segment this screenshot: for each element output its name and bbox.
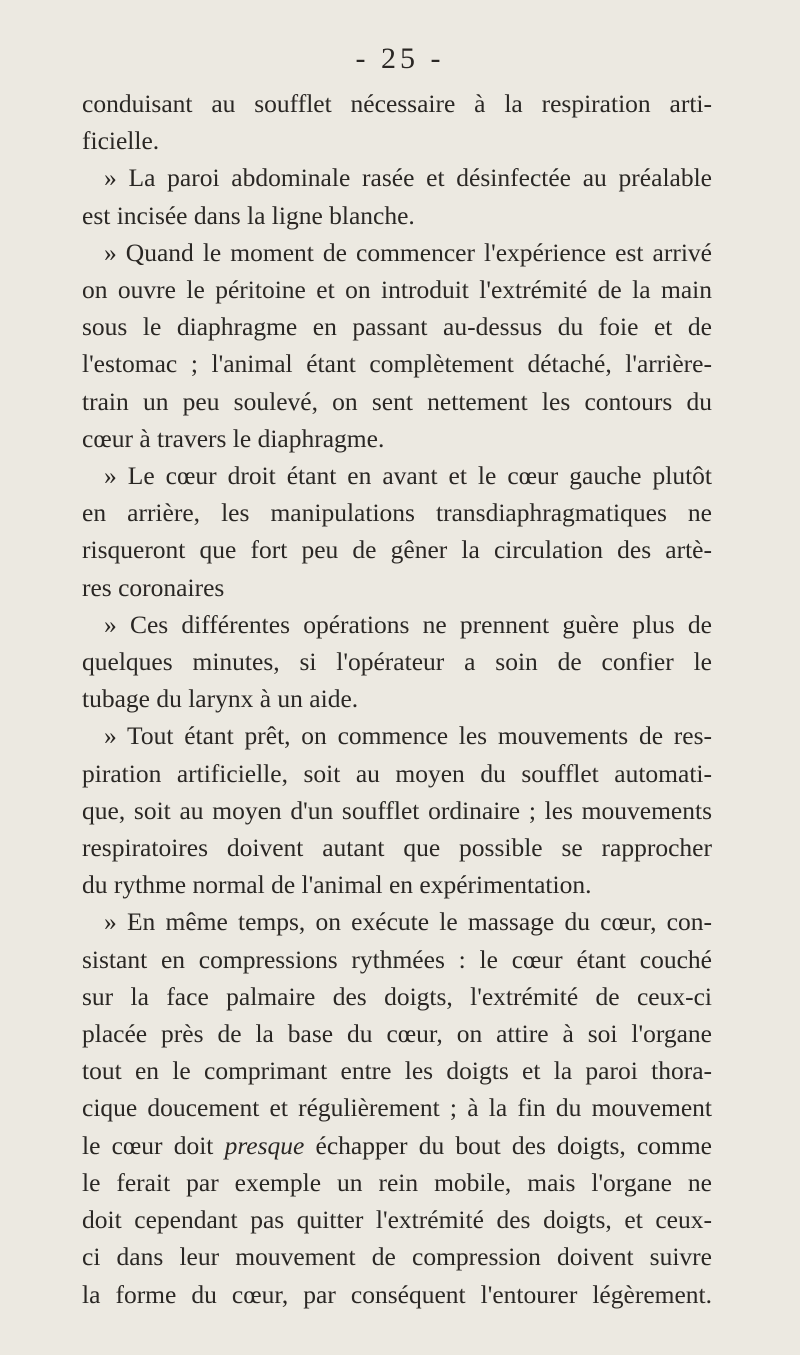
text-line: doit cependant pas quitter l'extrémité des doigts, et ceux- — [82, 1205, 712, 1235]
text-line: le ferait par exemple un rein mobile, mais l'organe ne — [82, 1167, 712, 1197]
text-line: sous le diaphragme en passant au-dessus du foie et de — [82, 312, 712, 342]
paragraph-5 — [82, 606, 712, 718]
text-segment: le cœur doit — [82, 1130, 225, 1160]
text-line: conduisant au soufflet nécessaire à la respiration arti- — [82, 89, 712, 118]
text-line: cique doucement et régulièrement ; à la fin du mouvement — [82, 1093, 712, 1123]
text-line: on ouvre le péritoine et on introduit l'extrémité de la main — [82, 275, 712, 305]
text-line: ci dans leur mouvement de compression doivent suivre — [82, 1242, 712, 1272]
paragraph-4 — [82, 457, 712, 606]
text-line: » Ces différentes opérations ne prennent guère plus de — [104, 609, 712, 639]
text-line: piration artificielle, soit au moyen du soufflet automati- — [82, 758, 712, 788]
italic-word: presque — [224, 1130, 305, 1160]
text-line: tubage du larynx à un aide. — [82, 684, 359, 714]
body-text — [82, 85, 712, 1313]
text-line: est incisée dans la ligne blanche. — [82, 200, 415, 230]
text-line: risqueront que fort peu de gêner la circulation des artè- — [82, 535, 712, 565]
paragraph-6 — [82, 717, 712, 903]
text-line-with-italic — [82, 1127, 712, 1164]
text-segment: échapper du bout des doigts, comme — [304, 1130, 712, 1160]
text-line: » Tout étant prêt, on commence les mouvements de res- — [104, 721, 712, 751]
text-line: train un peu soulevé, on sent nettement les contours du — [82, 386, 712, 416]
text-line: res coronaires — [82, 572, 225, 602]
text-line: en arrière, les manipulations transdiaphragmatiques ne — [82, 498, 712, 528]
text-line: placée près de la base du cœur, on attire à soi l'organe — [82, 1019, 712, 1049]
text-line: la forme du cœur, par conséquent l'entourer légèrement. — [82, 1279, 712, 1309]
text-line: que, soit au moyen d'un soufflet ordinaire ; les mouvements — [82, 795, 712, 825]
text-line: sistant en compressions rythmées : le cœur étant couché — [82, 944, 712, 974]
paragraph-3 — [82, 234, 712, 457]
text-line: tout en le comprimant entre les doigts et la paroi thora- — [82, 1056, 712, 1086]
paragraph-7 — [82, 903, 712, 1312]
text-line: respiratoires doivent autant que possible se rapprocher — [82, 833, 712, 863]
text-line: sur la face palmaire des doigts, l'extrémité de ceux-ci — [82, 981, 712, 1011]
text-line: quelques minutes, si l'opérateur a soin de confier le — [82, 647, 712, 677]
paragraph-1 — [82, 85, 712, 159]
text-line: du rythme normal de l'animal en expérimentation. — [82, 870, 592, 900]
text-line: ficielle. — [82, 126, 160, 156]
text-line: » Le cœur droit étant en avant et le cœur gauche plutôt — [104, 461, 712, 491]
text-line: cœur à travers le diaphragme. — [82, 423, 385, 453]
text-line: » En même temps, on exécute le massage du cœur, con- — [104, 907, 712, 937]
text-line: » Quand le moment de commencer l'expérience est arrivé — [104, 237, 712, 267]
page-number: - 25 - — [355, 42, 445, 75]
text-line: » La paroi abdominale rasée et désinfectée au préalable — [104, 163, 712, 193]
paragraph-2 — [82, 159, 712, 233]
text-line: l'estomac ; l'animal étant complètement détaché, l'arrière- — [82, 349, 712, 379]
